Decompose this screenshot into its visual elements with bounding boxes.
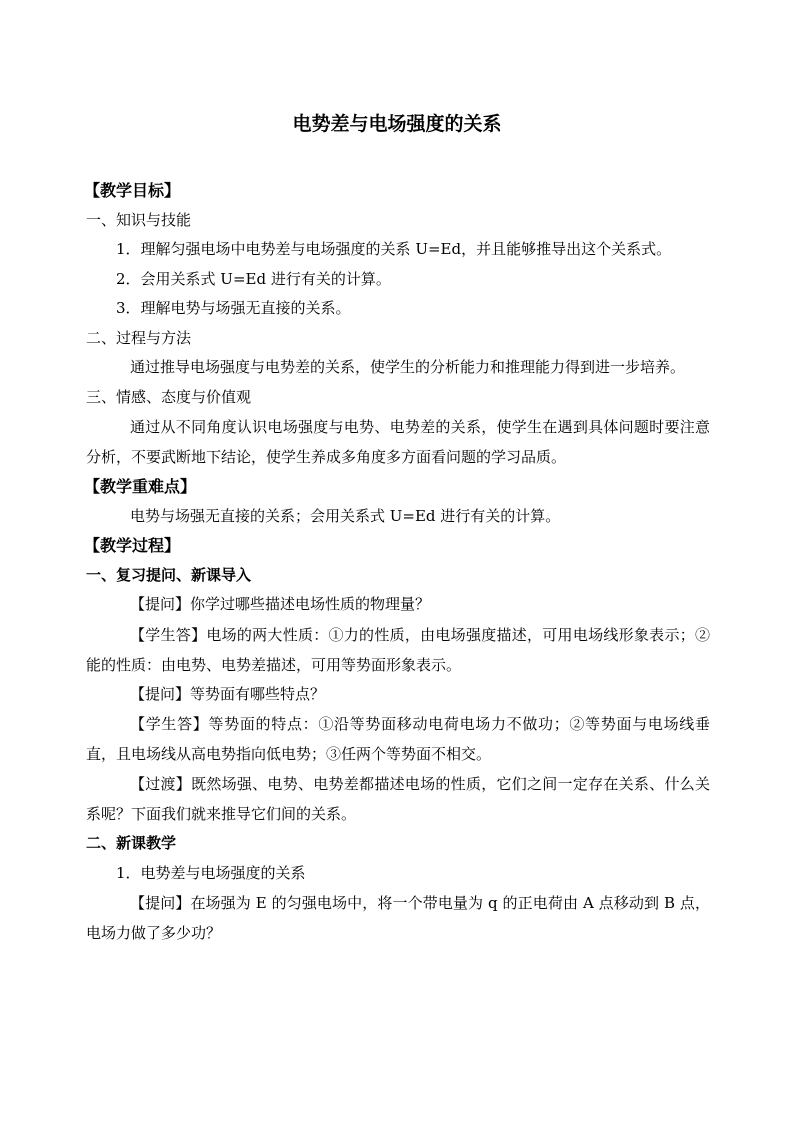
question-2: 【提问】等势面有哪些特点？ bbox=[130, 684, 326, 703]
section-emotion-values: 三、情感、态度与价值观 bbox=[86, 387, 252, 406]
key-points-text: 电势与场强无直接的关系；会用关系式 U=Ed 进行有关的计算。 bbox=[130, 506, 561, 525]
goal-item-1: 1．理解匀强电场中电势差与电场强度的关系 U=Ed，并且能够推导出这个关系式。 bbox=[116, 240, 672, 258]
heading-teaching-goals: 【教学目标】 bbox=[84, 181, 181, 200]
process-method-text: 通过推导电场强度与电势差的关系，使学生的分析能力和推理能力得到进一步培养。 bbox=[130, 358, 686, 376]
heading-key-difficult-points: 【教学重难点】 bbox=[84, 477, 197, 496]
question-1: 【提问】你学过哪些描述电场性质的物理量？ bbox=[130, 595, 431, 613]
lesson-item-1: 1．电势差与电场强度的关系 bbox=[116, 863, 306, 882]
student-answer-2: 【学生答】等势面的特点：①沿等势面移动电荷电场力不做功；②等势面与电场线垂直，且电场线从高电势指向低电势；③任两个等势面不相交。 bbox=[86, 715, 710, 763]
transition-text: 【过渡】既然场强、电势、电势差都描述电场的性质，它们之间一定存在关系、什么关系呢？下面我们就来推导它们间的关系。 bbox=[86, 775, 710, 823]
question-3: 【提问】在场强为 E 的匀强电场中，将一个带电量为 q 的正电荷由 A 点移动到 B 点，电场力做了多少功？ bbox=[86, 894, 710, 942]
section-new-lesson: 二、新课教学 bbox=[86, 834, 177, 852]
page-title: 电势差与电场强度的关系 bbox=[292, 113, 502, 135]
section-review-intro: 一、复习提问、新课导入 bbox=[86, 565, 252, 584]
emotion-values-text: 通过从不同角度认识电场强度与电势、电势差的关系，使学生在遇到具体问题时要注意分析，不要武断地下结论，使学生养成多角度多方面看问题的学习品质。 bbox=[86, 418, 710, 466]
section-knowledge-skills: 一、知识与技能 bbox=[86, 210, 192, 229]
document-body bbox=[86, 176, 710, 948]
goal-item-2: 2．会用关系式 U=Ed 进行有关的计算。 bbox=[116, 269, 391, 288]
student-answer-1: 【学生答】电场的两大性质：①力的性质，由电场强度描述，可用电场线形象表示；②能的性质：由电势、电势差描述，可用等势面形象表示。 bbox=[86, 625, 710, 674]
section-process-method: 二、过程与方法 bbox=[86, 328, 192, 347]
heading-teaching-process: 【教学过程】 bbox=[84, 536, 181, 555]
goal-item-3: 3．理解电势与场强无直接的关系。 bbox=[116, 299, 351, 317]
